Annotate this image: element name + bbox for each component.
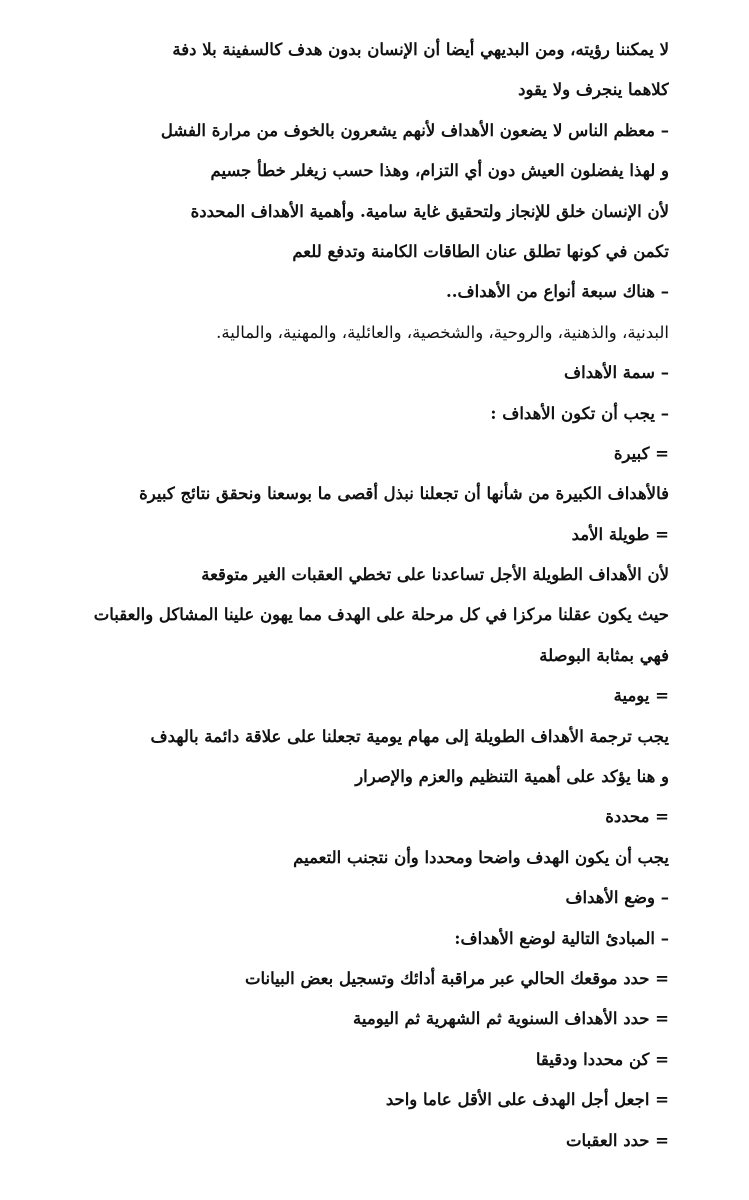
text-line: – يجب أن تكون الأهداف : [490,403,669,423]
text-line: تكمن في كونها تطلق عنان الطاقات الكامنة وتدفع للعم [292,241,669,261]
list-item: = كن محددا ودقيقا [535,1049,669,1069]
text-line: – المبادئ التالية لوضع الأهداف: [454,928,669,948]
text-line: – هناك سبعة أنواع من الأهداف.. [446,282,669,302]
text-line: يجب أن يكون الهدف واضحا ومحددا وأن نتجنب التعميم [293,847,669,867]
text-line: فهي بمثابة البوصلة [539,645,669,665]
list-item: = اجعل أجل الهدف على الأقل عاما واحد [385,1090,669,1110]
text-line: و لهذا يفضلون العيش دون أي التزام، وهذا حسب زيغلر خطأ جسيم [210,161,669,181]
text-line: و هنا يؤكد على أهمية التنظيم والعزم والإصرار [355,767,669,787]
section-heading: – سمة الأهداف [564,363,669,383]
list-item: = حدد موقعك الحالي عبر مراقبة أدائك وتسجيل بعض البيانات [244,968,669,988]
list-item: = حدد الأهداف السنوية ثم الشهرية ثم اليومية [353,1009,669,1029]
section-heading: – وضع الأهداف [565,888,669,908]
list-heading: = طويلة الأمد [571,524,669,544]
text-line: لا يمكننا رؤيته، ومن البديهي أيضا أن الإنسان بدون هدف كالسفينة بلا دفة [172,40,669,59]
text-line: فالأهداف الكبيرة من شأنها أن تجعلنا نبذل أقصى ما بوسعنا ونحقق نتائج كبيرة [139,484,669,504]
text-line: حيث يكون عقلنا مركزا في كل مرحلة على الهدف مما يهون علينا المشاكل والعقبات [93,605,669,625]
list-heading: = محددة [605,807,669,827]
text-line: البدنية، والذهنية، والروحية، والشخصية، والعائلية، والمهنية، والمالية. [216,322,669,342]
text-line: كلاهما ينجرف ولا يقود [518,80,669,100]
text-line: – معظم الناس لا يضعون الأهداف لأنهم يشعرون بالخوف من مرارة الفشل [160,120,669,140]
list-heading: = كبيرة [613,443,669,463]
text-line: يجب ترجمة الأهداف الطويلة إلى مهام يومية تجعلنا على علاقة دائمة بالهدف [150,726,669,746]
list-item: = حدد العقبات [566,1130,669,1150]
list-heading: = يومية [613,686,669,706]
arabic-text-block [72,30,669,1161]
text-line: لأن الأهداف الطويلة الأجل تساعدنا على تخطي العقبات الغير متوقعة [201,565,669,585]
text-line: لأن الإنسان خلق للإنجاز ولتحقيق غاية سامية. وأهمية الأهداف المحددة [190,201,669,221]
